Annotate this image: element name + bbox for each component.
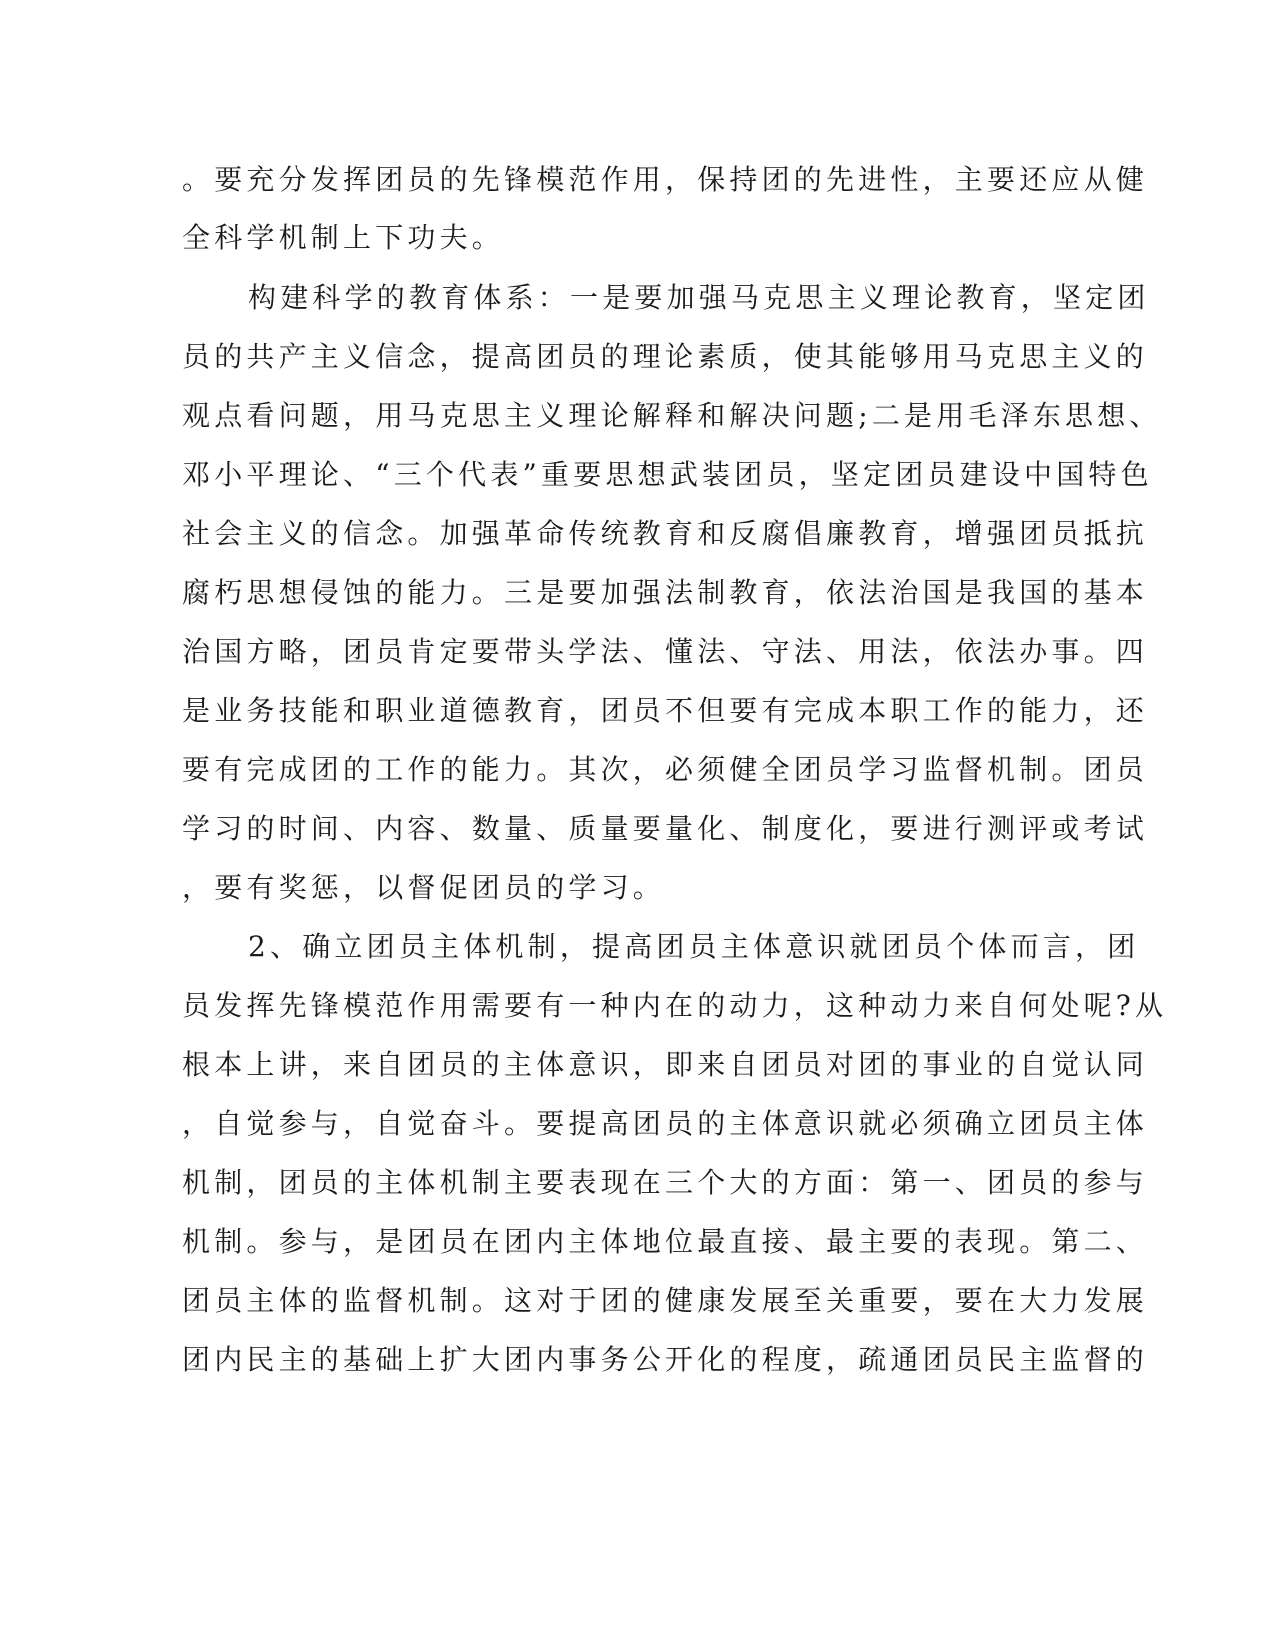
text-line: 治国方略，团员肯定要带头学法、懂法、守法、用法，依法办事。四 — [182, 635, 1149, 668]
text-line: 机制，团员的主体机制主要表现在三个大的方面：第一、团员的参与 — [182, 1166, 1149, 1199]
text-line: 团内民主的基础上扩大团内事务公开化的程度，疏通团员民主监督的 — [182, 1343, 1149, 1376]
text-line: ，自觉参与，自觉奋斗。要提高团员的主体意识就必须确立团员主体 — [182, 1107, 1149, 1140]
text-line: 构建科学的教育体系：一是要加强马克思主义理论教育，坚定团 — [248, 281, 1150, 314]
text-line: 邓小平理论、“三个代表”重要思想武装团员，坚定团员建设中国特色 — [182, 458, 1153, 491]
text-line: 全科学机制上下功夫。 — [182, 221, 505, 254]
text-line: 根本上讲，来自团员的主体意识，即来自团员对团的事业的自觉认同 — [182, 1048, 1149, 1081]
text-line: 员的共产主义信念，提高团员的理论素质，使其能够用马克思主义的 — [182, 340, 1149, 373]
text-line: 机制。参与，是团员在团内主体地位最直接、最主要的表现。第二、 — [182, 1225, 1149, 1258]
text-line: 是业务技能和职业道德教育，团员不但要有完成本职工作的能力，还 — [182, 694, 1149, 727]
text-line: 观点看问题，用马克思主义理论解释和解决问题;二是用毛泽东思想、 — [182, 399, 1162, 432]
text-line: 。要充分发挥团员的先锋模范作用，保持团的先进性，主要还应从健 — [182, 163, 1149, 196]
text-line: 员发挥先锋模范作用需要有一种内在的动力，这种动力来自何处呢?从 — [182, 989, 1168, 1022]
text-line: 腐朽思想侵蚀的能力。三是要加强法制教育，依法治国是我国的基本 — [182, 576, 1149, 609]
text-line: 社会主义的信念。加强革命传统教育和反腐倡廉教育，增强团员抵抗 — [182, 517, 1149, 550]
text-line: 学习的时间、内容、数量、质量要量化、制度化，要进行测评或考试 — [182, 812, 1149, 845]
text-line: 团员主体的监督机制。这对于团的健康发展至关重要，要在大力发展 — [182, 1284, 1149, 1317]
text-line: 2、确立团员主体机制，提高团员主体意识就团员个体而言，团 — [248, 930, 1140, 963]
text-line: ，要有奖惩，以督促团员的学习。 — [182, 871, 666, 904]
text-line: 要有完成团的工作的能力。其次，必须健全团员学习监督机制。团员 — [182, 753, 1149, 786]
